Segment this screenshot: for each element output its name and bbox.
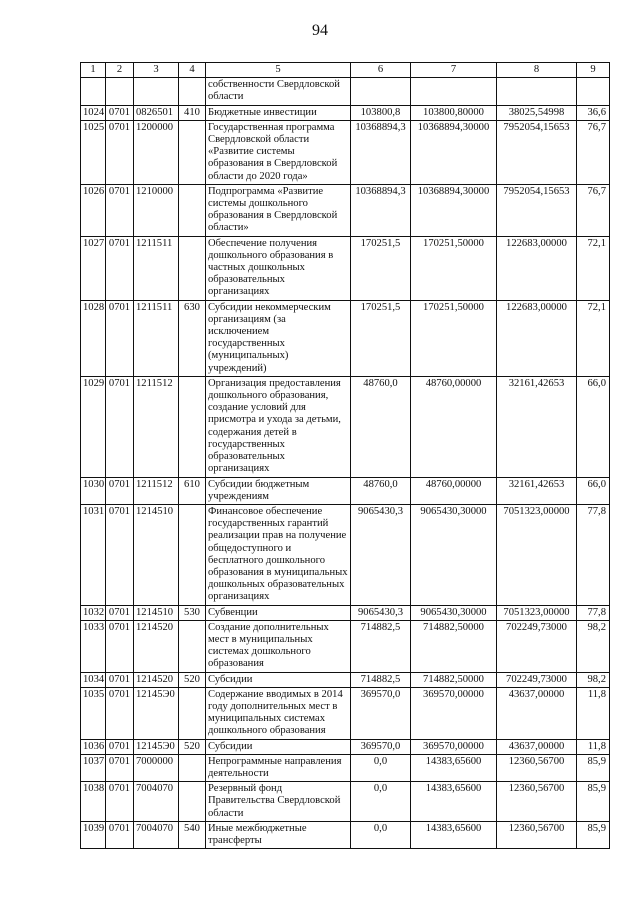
executed-amount: 122683,00000 bbox=[497, 236, 577, 300]
target-code: 1211512 bbox=[134, 477, 179, 504]
header-col-6: 6 bbox=[351, 63, 411, 78]
table-row bbox=[81, 376, 610, 477]
adjusted-amount: 10368894,30000 bbox=[411, 184, 497, 236]
item-name: Субвенции bbox=[206, 605, 351, 620]
row-number: 1031 bbox=[81, 504, 106, 605]
expense-type-code bbox=[179, 782, 206, 822]
expense-type-code bbox=[179, 120, 206, 184]
adjusted-amount: 9065430,30000 bbox=[411, 504, 497, 605]
section-code: 0701 bbox=[106, 782, 134, 822]
target-code: 1214510 bbox=[134, 605, 179, 620]
adjusted-amount: 14383,65600 bbox=[411, 821, 497, 848]
execution-percent: 85,9 bbox=[577, 782, 610, 822]
planned-amount: 0,0 bbox=[351, 821, 411, 848]
section-code: 0701 bbox=[106, 504, 134, 605]
planned-amount: 48760,0 bbox=[351, 477, 411, 504]
header-row bbox=[81, 63, 610, 78]
section-code: 0701 bbox=[106, 739, 134, 754]
target-code: 1214520 bbox=[134, 620, 179, 672]
executed-amount: 32161,42653 bbox=[497, 376, 577, 477]
planned-amount: 9065430,3 bbox=[351, 504, 411, 605]
section-code: 0701 bbox=[106, 605, 134, 620]
row-number: 1029 bbox=[81, 376, 106, 477]
target-code: 1200000 bbox=[134, 120, 179, 184]
item-name: Финансовое обеспечение государственных гарантий реализации прав на получение общедоступного и бесплатного дошкольного образования в муниципальных дошкольных образовательных организациях bbox=[206, 504, 351, 605]
section-code: 0701 bbox=[106, 376, 134, 477]
section-code: 0701 bbox=[106, 105, 134, 120]
row-number: 1030 bbox=[81, 477, 106, 504]
target-code: 7004070 bbox=[134, 821, 179, 848]
adjusted-amount: 14383,65600 bbox=[411, 782, 497, 822]
table-row bbox=[81, 236, 610, 300]
expense-type-code bbox=[179, 754, 206, 781]
execution-percent: 76,7 bbox=[577, 120, 610, 184]
table-row bbox=[81, 782, 610, 822]
executed-amount: 122683,00000 bbox=[497, 300, 577, 376]
row-number: 1026 bbox=[81, 184, 106, 236]
table-row bbox=[81, 605, 610, 620]
item-name: Субсидии bbox=[206, 672, 351, 687]
table-row bbox=[81, 620, 610, 672]
executed-amount: 702249,73000 bbox=[497, 672, 577, 687]
header-col-8: 8 bbox=[497, 63, 577, 78]
expense-type-code bbox=[179, 236, 206, 300]
adjusted-amount: 48760,00000 bbox=[411, 376, 497, 477]
row-number: 1025 bbox=[81, 120, 106, 184]
expense-type-code: 540 bbox=[179, 821, 206, 848]
item-name: Субсидии бюджетным учреждениям bbox=[206, 477, 351, 504]
table-row bbox=[81, 300, 610, 376]
planned-amount: 714882,5 bbox=[351, 672, 411, 687]
adjusted-amount: 369570,00000 bbox=[411, 739, 497, 754]
row-number: 1036 bbox=[81, 739, 106, 754]
execution-percent: 85,9 bbox=[577, 821, 610, 848]
adjusted-amount: 14383,65600 bbox=[411, 754, 497, 781]
execution-percent: 11,8 bbox=[577, 739, 610, 754]
adjusted-amount: 714882,50000 bbox=[411, 620, 497, 672]
item-name: Резервный фонд Правительства Свердловской области bbox=[206, 782, 351, 822]
target-code: 12145Э0 bbox=[134, 687, 179, 739]
expense-type-code: 520 bbox=[179, 672, 206, 687]
header-col-7: 7 bbox=[411, 63, 497, 78]
target-code: 1211511 bbox=[134, 300, 179, 376]
header-col-4: 4 bbox=[179, 63, 206, 78]
execution-percent: 98,2 bbox=[577, 672, 610, 687]
target-code: 12145Э0 bbox=[134, 739, 179, 754]
header-col-9: 9 bbox=[577, 63, 610, 78]
table-row bbox=[81, 504, 610, 605]
target-code: 7004070 bbox=[134, 782, 179, 822]
planned-amount: 170251,5 bbox=[351, 300, 411, 376]
expense-type-code bbox=[179, 687, 206, 739]
section-code: 0701 bbox=[106, 672, 134, 687]
section-code: 0701 bbox=[106, 687, 134, 739]
execution-percent: 76,7 bbox=[577, 184, 610, 236]
table-row bbox=[81, 477, 610, 504]
expense-type-code bbox=[179, 620, 206, 672]
table-row bbox=[81, 120, 610, 184]
item-name: Обеспечение получения дошкольного образования в частных дошкольных образовательных организациях bbox=[206, 236, 351, 300]
adjusted-amount: 714882,50000 bbox=[411, 672, 497, 687]
item-name: Организация предоставления дошкольного образования, создание условий для присмотра и ухода за детьми, содержания детей в государственных образовательных организациях bbox=[206, 376, 351, 477]
adjusted-amount: 170251,50000 bbox=[411, 236, 497, 300]
execution-percent: 36,6 bbox=[577, 105, 610, 120]
target-code: 1210000 bbox=[134, 184, 179, 236]
execution-percent: 11,8 bbox=[577, 687, 610, 739]
target-code: 7000000 bbox=[134, 754, 179, 781]
expense-type-code bbox=[179, 504, 206, 605]
header-col-5: 5 bbox=[206, 63, 351, 78]
target-code: 1211511 bbox=[134, 236, 179, 300]
item-name: Субсидии некоммерческим организациям (за исключением государственных (муниципальных) учреждений) bbox=[206, 300, 351, 376]
planned-amount: 48760,0 bbox=[351, 376, 411, 477]
executed-amount: 12360,56700 bbox=[497, 754, 577, 781]
item-name: Создание дополнительных мест в муниципальных системах дошкольного образования bbox=[206, 620, 351, 672]
table-row bbox=[81, 821, 610, 848]
executed-amount: 38025,54998 bbox=[497, 105, 577, 120]
adjusted-amount: 170251,50000 bbox=[411, 300, 497, 376]
expense-type-code bbox=[179, 184, 206, 236]
planned-amount: 170251,5 bbox=[351, 236, 411, 300]
adjusted-amount: 369570,00000 bbox=[411, 687, 497, 739]
item-name: Иные межбюджетные трансферты bbox=[206, 821, 351, 848]
adjusted-amount: 103800,80000 bbox=[411, 105, 497, 120]
planned-amount: 9065430,3 bbox=[351, 605, 411, 620]
execution-percent: 98,2 bbox=[577, 620, 610, 672]
table-row bbox=[81, 105, 610, 120]
section-code: 0701 bbox=[106, 236, 134, 300]
execution-percent: 72,1 bbox=[577, 300, 610, 376]
planned-amount: 714882,5 bbox=[351, 620, 411, 672]
table-row bbox=[81, 672, 610, 687]
section-code: 0701 bbox=[106, 754, 134, 781]
row-number: 1027 bbox=[81, 236, 106, 300]
adjusted-amount: 9065430,30000 bbox=[411, 605, 497, 620]
execution-percent: 66,0 bbox=[577, 477, 610, 504]
target-code: 1214510 bbox=[134, 504, 179, 605]
execution-percent: 85,9 bbox=[577, 754, 610, 781]
planned-amount: 0,0 bbox=[351, 782, 411, 822]
section-code: 0701 bbox=[106, 120, 134, 184]
executed-amount: 43637,00000 bbox=[497, 739, 577, 754]
section-code: 0701 bbox=[106, 300, 134, 376]
executed-amount: 702249,73000 bbox=[497, 620, 577, 672]
row-number: 1039 bbox=[81, 821, 106, 848]
expense-type-code: 520 bbox=[179, 739, 206, 754]
target-code: 1211512 bbox=[134, 376, 179, 477]
executed-amount: 7952054,15653 bbox=[497, 184, 577, 236]
item-name: Государственная программа Свердловской области «Развитие системы образования в Свердловской области до 2020 года» bbox=[206, 120, 351, 184]
table-row bbox=[81, 184, 610, 236]
budget-table bbox=[80, 62, 610, 849]
row-number: 1034 bbox=[81, 672, 106, 687]
section-code: 0701 bbox=[106, 184, 134, 236]
row-number: 1033 bbox=[81, 620, 106, 672]
page-number: 94 bbox=[312, 22, 328, 39]
table-row bbox=[81, 739, 610, 754]
item-name: Бюджетные инвестиции bbox=[206, 105, 351, 120]
target-code: 1214520 bbox=[134, 672, 179, 687]
planned-amount: 10368894,3 bbox=[351, 184, 411, 236]
row-number: 1028 bbox=[81, 300, 106, 376]
execution-percent: 66,0 bbox=[577, 376, 610, 477]
planned-amount: 103800,8 bbox=[351, 105, 411, 120]
executed-amount: 7051323,00000 bbox=[497, 605, 577, 620]
section-code: 0701 bbox=[106, 821, 134, 848]
row-number: 1024 bbox=[81, 105, 106, 120]
expense-type-code: 610 bbox=[179, 477, 206, 504]
item-name: Подпрограмма «Развитие системы дошкольного образования в Свердловской области» bbox=[206, 184, 351, 236]
item-name: Содержание вводимых в 2014 году дополнительных мест в муниципальных системах дошкольного образования bbox=[206, 687, 351, 739]
expense-type-code: 530 bbox=[179, 605, 206, 620]
section-code: 0701 bbox=[106, 620, 134, 672]
row-number: 1035 bbox=[81, 687, 106, 739]
planned-amount: 10368894,3 bbox=[351, 120, 411, 184]
item-name: Субсидии bbox=[206, 739, 351, 754]
executed-amount: 43637,00000 bbox=[497, 687, 577, 739]
table-row bbox=[81, 687, 610, 739]
header-col-2: 2 bbox=[106, 63, 134, 78]
execution-percent: 72,1 bbox=[577, 236, 610, 300]
continuation-text: собственности Свердловской области bbox=[206, 78, 351, 105]
target-code: 0826501 bbox=[134, 105, 179, 120]
executed-amount: 12360,56700 bbox=[497, 821, 577, 848]
header-col-1: 1 bbox=[81, 63, 106, 78]
adjusted-amount: 48760,00000 bbox=[411, 477, 497, 504]
planned-amount: 369570,0 bbox=[351, 739, 411, 754]
table-row bbox=[81, 754, 610, 781]
continuation-row bbox=[81, 78, 610, 105]
execution-percent: 77,8 bbox=[577, 605, 610, 620]
row-number: 1037 bbox=[81, 754, 106, 781]
expense-type-code: 410 bbox=[179, 105, 206, 120]
executed-amount: 32161,42653 bbox=[497, 477, 577, 504]
item-name: Непрограммные направления деятельности bbox=[206, 754, 351, 781]
execution-percent: 77,8 bbox=[577, 504, 610, 605]
row-number: 1038 bbox=[81, 782, 106, 822]
expense-type-code: 630 bbox=[179, 300, 206, 376]
adjusted-amount: 10368894,30000 bbox=[411, 120, 497, 184]
executed-amount: 12360,56700 bbox=[497, 782, 577, 822]
executed-amount: 7952054,15653 bbox=[497, 120, 577, 184]
planned-amount: 0,0 bbox=[351, 754, 411, 781]
row-number: 1032 bbox=[81, 605, 106, 620]
header-col-3: 3 bbox=[134, 63, 179, 78]
planned-amount: 369570,0 bbox=[351, 687, 411, 739]
executed-amount: 7051323,00000 bbox=[497, 504, 577, 605]
expense-type-code bbox=[179, 376, 206, 477]
section-code: 0701 bbox=[106, 477, 134, 504]
